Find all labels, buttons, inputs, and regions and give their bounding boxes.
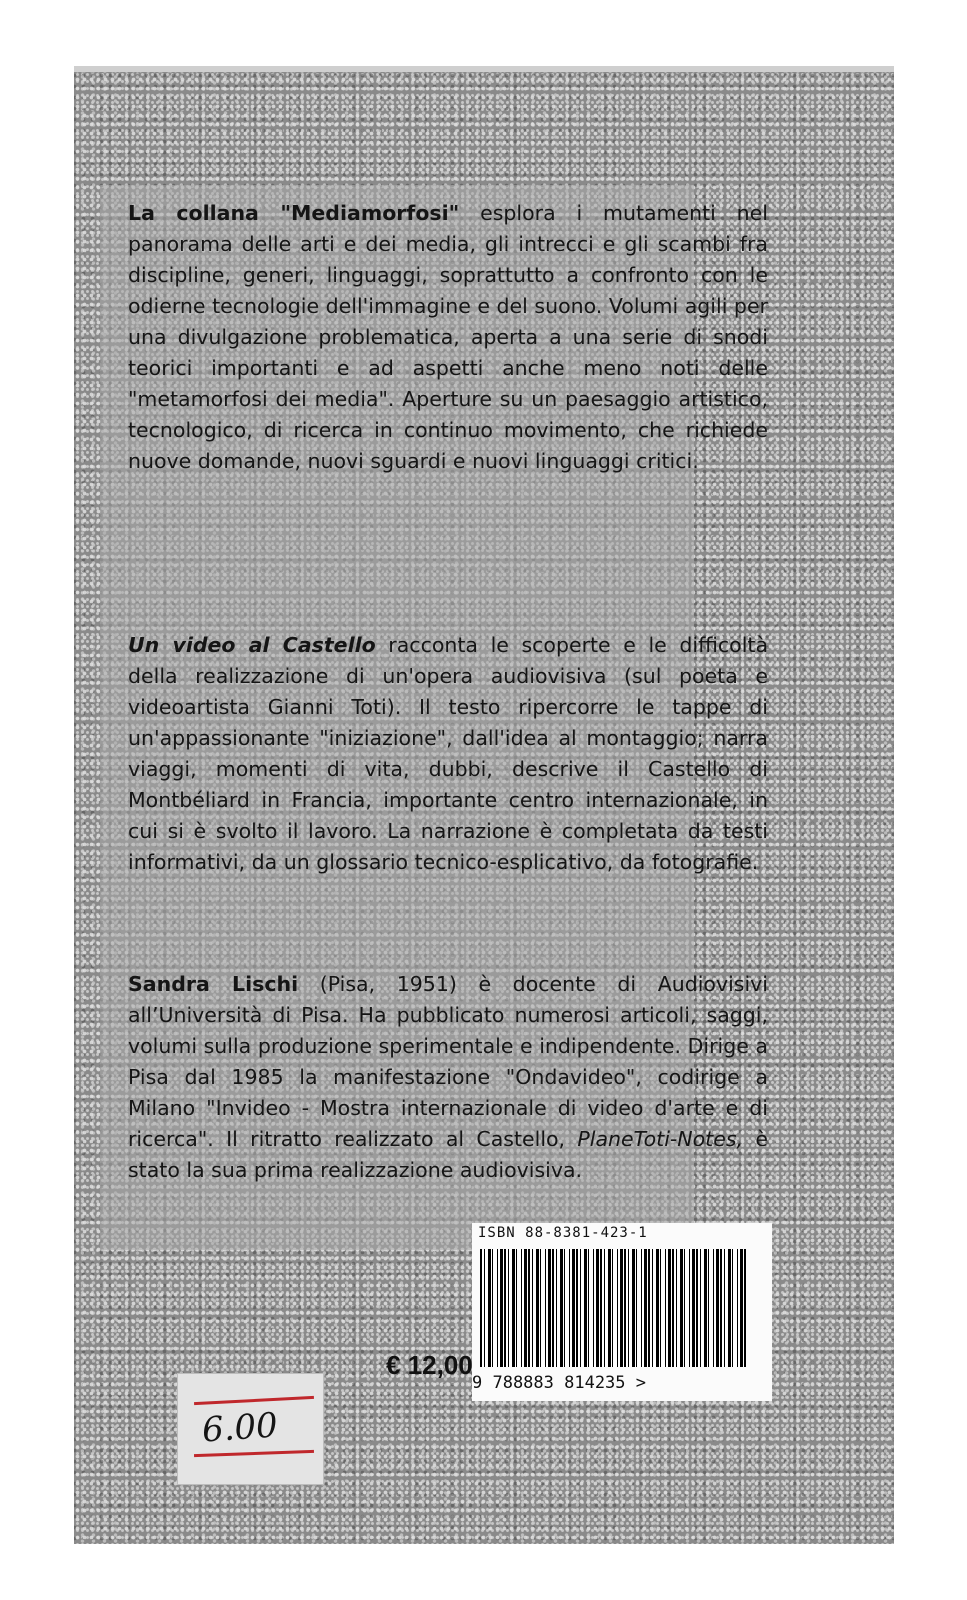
- series-description-body: esplora i mutamenti nel panorama delle arti e dei media, gli intrecci e gli scambi fra discipline, generi, linguaggi, soprattutto a confronto con le odierne tecnologie dell'immagine e del suono. Volumi agili per una divulgazione problematica, aperta a una serie di snodi teorici importanti e ad aspetti anche meno noti delle "metamorfosi dei media". Aperture su un paesaggio artistico, tecnologico, di ricerca in continuo movimento, che richiede nuove domande, nuovi sguardi e nuovi linguaggi critici.: [128, 201, 768, 473]
- book-title: Un video al Castello: [128, 633, 376, 657]
- sticker-red-line-top: [194, 1396, 314, 1405]
- book-description-body: racconta le scoperte e le difficoltà della realizzazione di un'opera audiovisiva (sul poeta e videoartista Gianni Toti). Il testo ripercorre le tappe di un'appassionante "iniziazione", dall'idea al montaggio; narra viaggi, momenti di vita, dubbi, descrive il Castello di Montbéliard in Francia, importante centro internazionale, in cui si è svolto il lavoro. La narrazione è completata da testi informativi, da un glossario tecnico-esplicativo, da fotografie.: [128, 633, 769, 874]
- author-bio-part-2: è stato la sua prima realizzazione audiovisiva.: [128, 1127, 768, 1182]
- author-bio-part-1: (Pisa, 1951) è docente di Audiovisivi all’Università di Pisa. Ha pubblicato numerosi articoli, saggi, volumi sulla produzione sperimentale e indipendente. Dirige a Pisa dal 1985 la manifestazione "Ondavideo", codirige a Milano "Invideo - Mostra internazionale di video d'arte e di ricerca". Il ritratto realizzato al Castello,: [128, 972, 768, 1151]
- author-name: Sandra Lischi: [128, 972, 299, 996]
- barcode-digits: 9 788883 814235 >: [472, 1373, 646, 1393]
- price: € 12,00: [386, 1350, 473, 1380]
- handwritten-price: 6.00: [200, 1405, 280, 1451]
- barcode-icon: [480, 1249, 746, 1367]
- series-description: [128, 198, 768, 477]
- barcode-label: [472, 1223, 772, 1401]
- series-name: La collana "Mediamorfosi": [128, 201, 460, 225]
- author-bio: [128, 969, 768, 1186]
- isbn-text: ISBN 88-8381-423-1: [478, 1225, 648, 1241]
- book-description: [128, 630, 768, 878]
- author-work-title: PlaneToti-Notes,: [577, 1127, 744, 1151]
- sticker-red-line-bottom: [194, 1450, 314, 1457]
- price-sticker: [177, 1373, 324, 1485]
